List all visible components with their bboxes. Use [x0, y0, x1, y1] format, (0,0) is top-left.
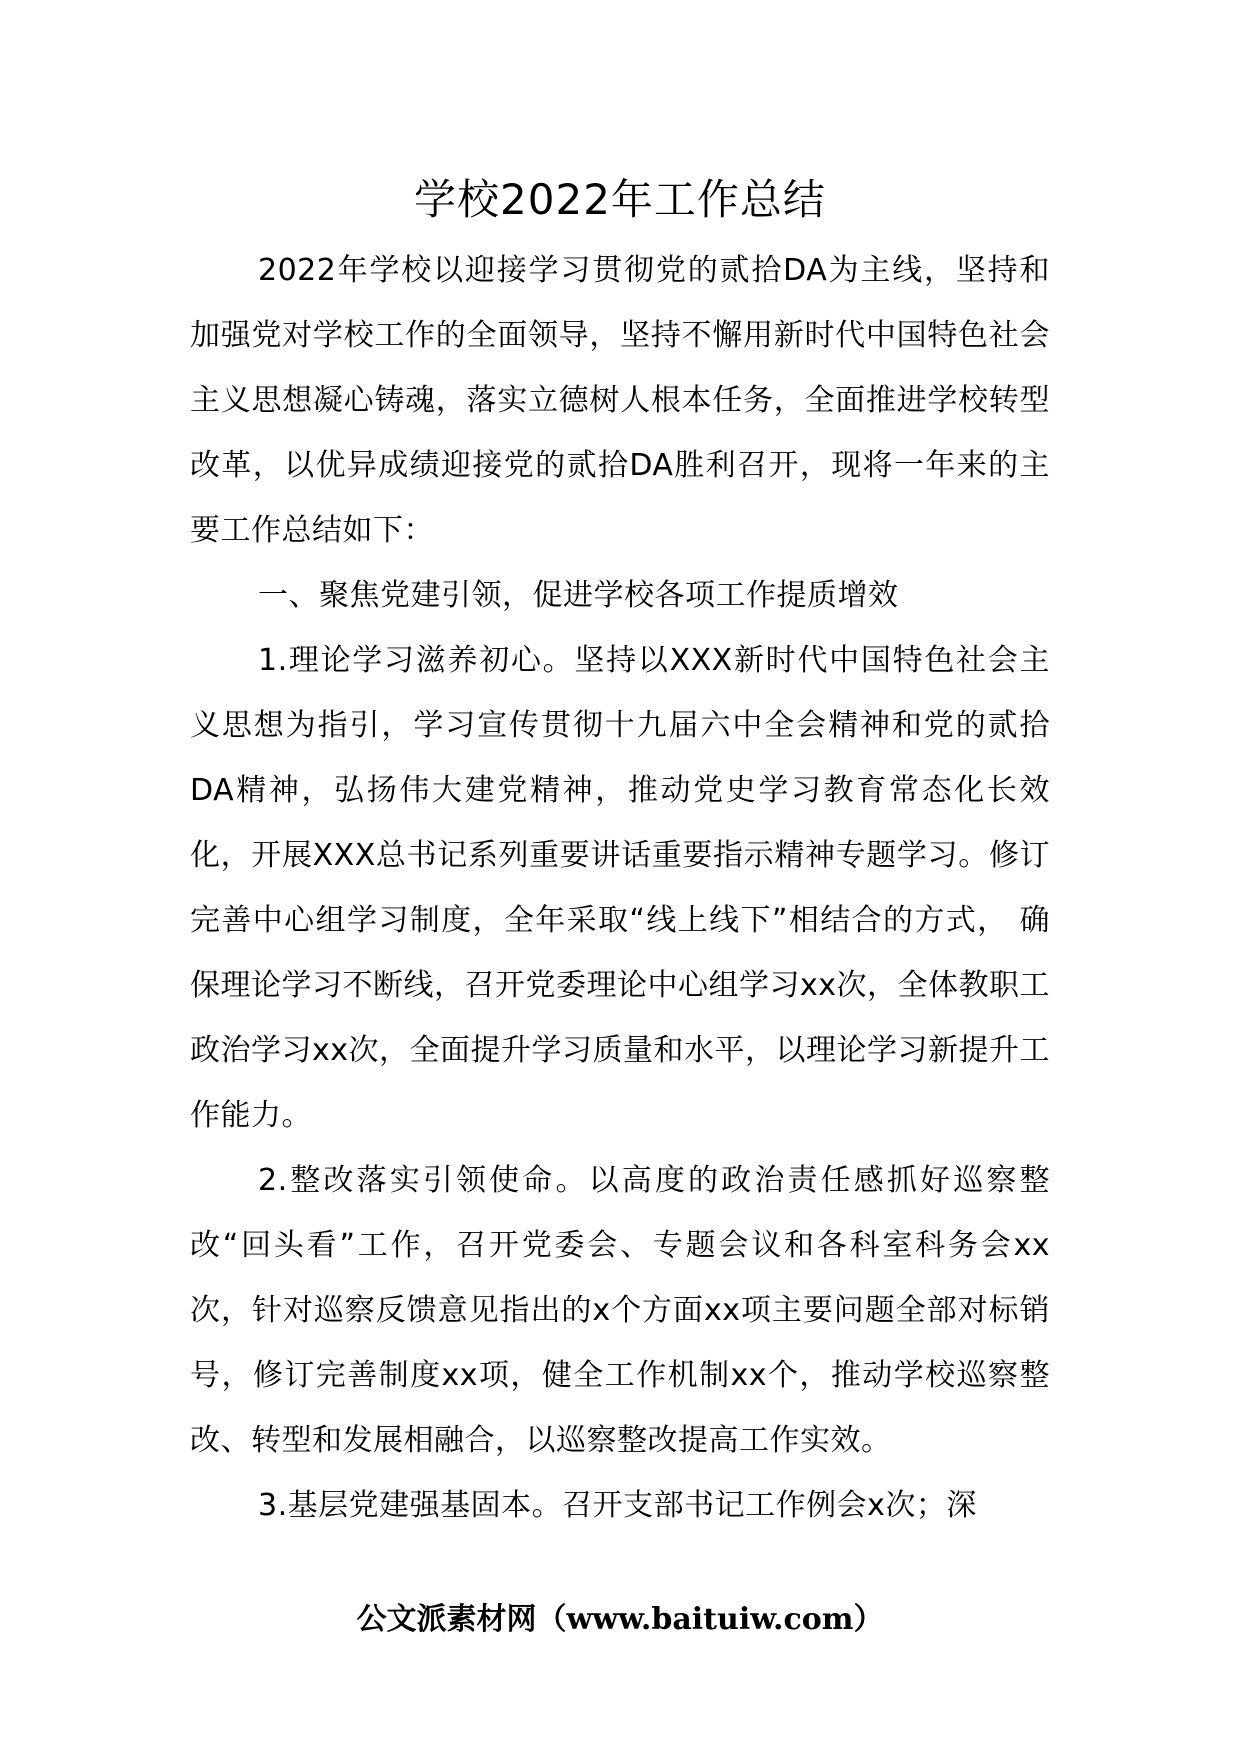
paragraph-grassroots: 3.基层党建强基固本。召开支部书记工作例会x次；深 — [258, 1488, 977, 1523]
paragraph-rectification: 2.整改落实引领使命。以高度的政治责任感抓好巡察整改“回头看”工作，召开党委会、专题会议和各科室科务会xx次，针对巡察反馈意见指出的x个方面xx项主要问题全部对标销号，修订完善制度xx项，健全工作机制xx个，推动学校巡察整改、转型和发展相融合，以巡察整改提高工作实效。 — [190, 1163, 1050, 1458]
document-body — [190, 238, 1050, 1538]
watermark-footer: 公文派素材网（www.baituiw.com） — [356, 1602, 884, 1637]
intro-paragraph: 2022年学校以迎接学习贯彻党的贰拾DA为主线，坚持和加强党对学校工作的全面领导，坚持不懈用新时代中国特色社会主义思想凝心铸魂，落实立德树人根本任务，全面推进学校转型改革，以优异成绩迎接党的贰拾DA胜利召开，现将一年来的主要工作总结如下： — [190, 253, 1050, 548]
section-heading: 一、聚焦党建引领，促进学校各项工作提质增效 — [258, 578, 899, 613]
document-title: 学校2022年工作总结 — [414, 175, 826, 224]
paragraph-theory-study: 1.理论学习滋养初心。坚持以XXX新时代中国特色社会主义思想为指引，学习宣传贯彻十九届六中全会精神和党的贰拾DA精神，弘扬伟大建党精神，推动党史学习教育常态化长效化，开展XXX总书记系列重要讲话重要指示精神专题学习。修订完善中心组学习制度，全年采取“线上线下”相结合的方式， 确保理论学习不断线，召开党委理论中心组学习xx次，全体教职工政治学习xx次，全面提升学习质量和水平，以理论学习新提升工作能力。 — [190, 643, 1051, 1133]
